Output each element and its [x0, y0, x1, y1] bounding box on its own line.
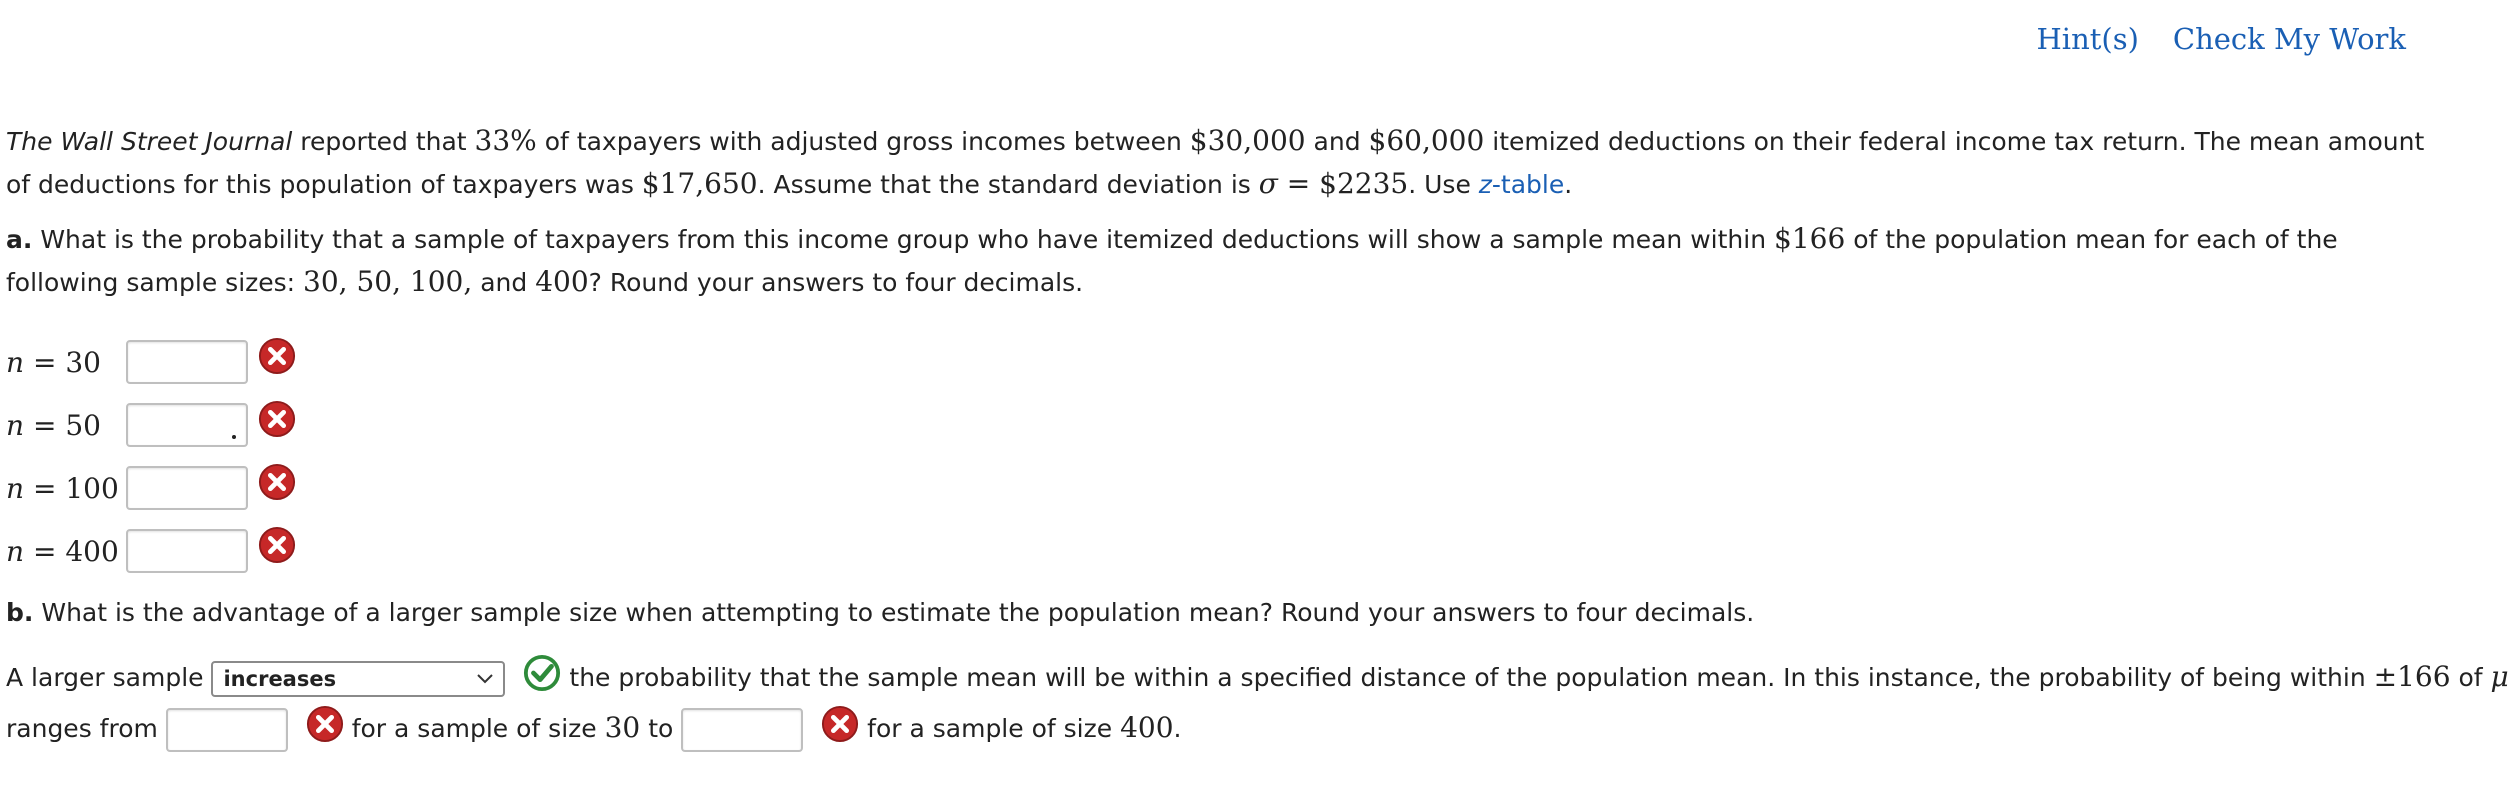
top-links: [2037, 22, 2407, 56]
answer-row-n30: n = 30: [6, 338, 296, 386]
x-circle-icon: [258, 463, 296, 501]
answer-row-n100: n = 100: [6, 464, 296, 512]
answer-input-n100[interactable]: [126, 466, 248, 510]
part-b-sentence-2: ranges from for a sample of size 30 to for a sample of size 400.: [6, 708, 1181, 752]
z-table-link[interactable]: z-table: [1478, 170, 1565, 199]
question-content: [6, 120, 2426, 316]
check-circle-icon: [523, 654, 561, 692]
part-a-question: a. What is the probability that a sample of taxpayers from this income group who have itemized deductions will show a sample mean within $166 of the population mean for each of the following sample sizes: 30, 50, 100, and 400? Round your answers to four decimals.: [6, 222, 2338, 298]
answer-row-n400: n = 400: [6, 527, 296, 575]
x-circle-icon: [258, 337, 296, 375]
text-cursor: [232, 435, 236, 439]
x-circle-icon: [821, 705, 859, 743]
x-circle-icon: [258, 526, 296, 564]
check-my-work-link[interactable]: Check My Work: [2172, 22, 2406, 56]
x-circle-icon: [258, 400, 296, 438]
answer-input-n30[interactable]: [126, 340, 248, 384]
answer-input-n50[interactable]: [126, 403, 248, 447]
part-b-question: b. What is the advantage of a larger sample size when attempting to estimate the population mean? Round your answers to four decimals.: [6, 598, 1755, 627]
part-b-sentence-1: A larger sample increases the probability that the sample mean will be within a specified distance of the population mean. In this instance, the probability of being within ±166 of μ: [6, 660, 2509, 698]
answer-row-n50: n = 50: [6, 401, 296, 449]
journal-name: The Wall Street Journal: [6, 127, 293, 156]
advantage-select[interactable]: increases: [211, 661, 505, 697]
range-to-input[interactable]: [681, 708, 803, 752]
chevron-down-icon: [477, 674, 493, 684]
x-circle-icon: [306, 705, 344, 743]
answer-input-n400[interactable]: [126, 529, 248, 573]
hints-link[interactable]: Hint(s): [2036, 22, 2139, 56]
range-from-input[interactable]: [166, 708, 288, 752]
intro-paragraph: The Wall Street Journal reported that 33% of taxpayers with adjusted gross incomes between $30,000 and $60,000 itemized deductions on their federal income tax return. The mean amount of deductions for this population of taxpayers was $17,650. Assume that the standard deviation is σ = $2235. Use z-table.: [6, 124, 2425, 200]
